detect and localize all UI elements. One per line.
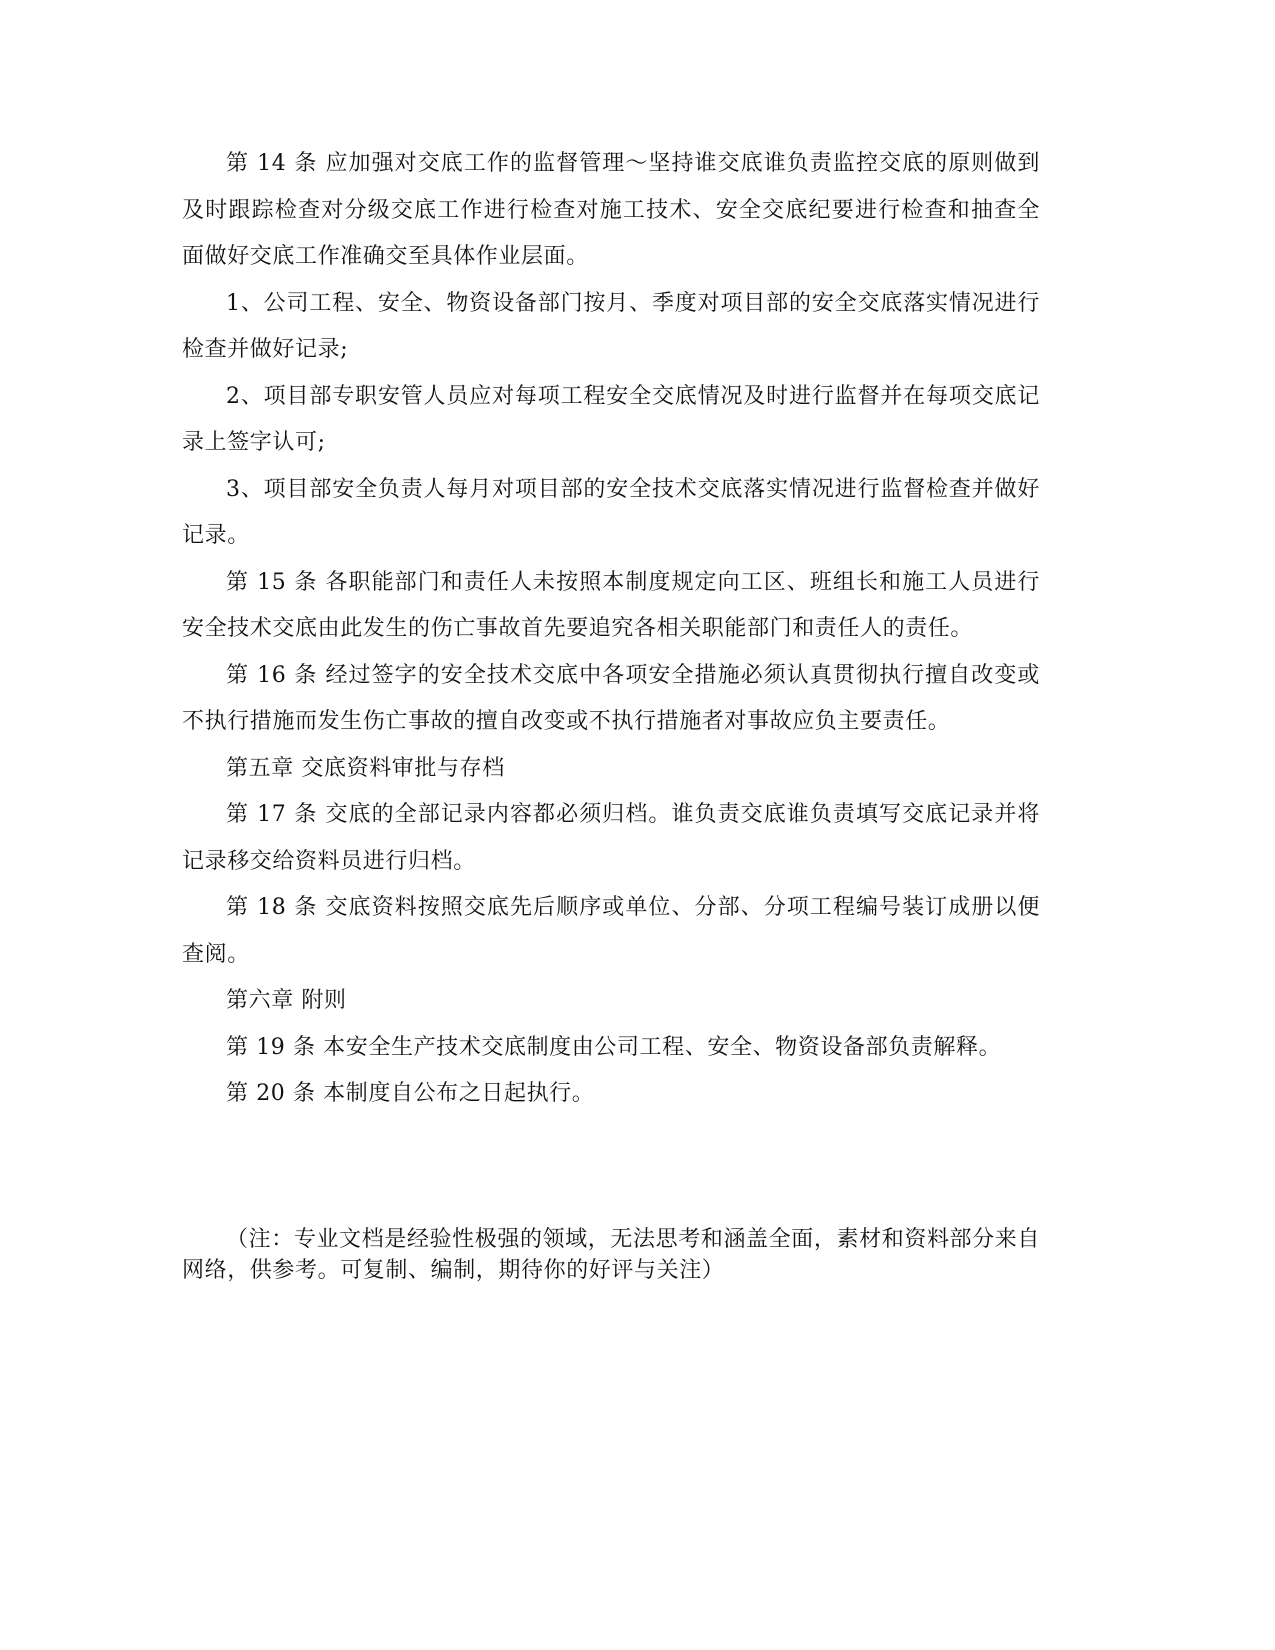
- article-17-paragraph: 第 17 条 交底的全部记录内容都必须归档。谁负责交底谁负责填写交底记录并将记录移交给资料员进行归档。: [182, 802, 1040, 874]
- article-19-paragraph: 第 19 条 本安全生产技术交底制度由公司工程、安全、物资设备部负责解释。: [226, 1034, 1002, 1060]
- supervision-item-2: 2、项目部专职安管人员应对每项工程安全交底情况及时进行监督并在每项交底记录上签字认可;: [182, 383, 1040, 455]
- article-16-paragraph: 第 16 条 经过签字的安全技术交底中各项安全措施必须认真贯彻执行擅自改变或不执行措施而发生伤亡事故的擅自改变或不执行措施者对事故应负主要责任。: [182, 662, 1040, 734]
- article-14-paragraph: 第 14 条 应加强对交底工作的监督管理～坚持谁交底谁负责监控交底的原则做到及时跟踪检查对分级交底工作进行检查对施工技术、安全交底纪要进行检查和抽查全面做好交底工作准确交至具体作业层面。: [182, 151, 1040, 269]
- supervision-item-1: 1、公司工程、安全、物资设备部门按月、季度对项目部的安全交底落实情况进行检查并做好记录;: [182, 290, 1040, 362]
- reference-note-text: （注：专业文档是经验性极强的领域，无法思考和涵盖全面，素材和资料部分来自网络，供参考。可复制、编制，期待你的好评与关注）: [182, 1227, 1040, 1283]
- article-20-paragraph: 第 20 条 本制度自公布之日起执行。: [226, 1081, 595, 1106]
- chapter-6-heading: 第六章 附则: [226, 988, 347, 1013]
- supervision-item-3: 3、项目部安全负责人每月对项目部的安全技术交底落实情况进行监督检查并做好记录。: [182, 476, 1040, 548]
- reference-note: [182, 1224, 1040, 1286]
- chapter-5-heading: 第五章 交底资料审批与存档: [226, 755, 505, 781]
- article-15-paragraph: 第 15 条 各职能部门和责任人未按照本制度规定向工区、班组长和施工人员进行安全技术交底由此发生的伤亡事故首先要追究各相关职能部门和责任人的责任。: [182, 569, 1040, 641]
- document-body: [182, 141, 1040, 1118]
- article-18-paragraph: 第 18 条 交底资料按照交底先后顺序或单位、分部、分项工程编号装订成册以便查阅。: [182, 895, 1040, 967]
